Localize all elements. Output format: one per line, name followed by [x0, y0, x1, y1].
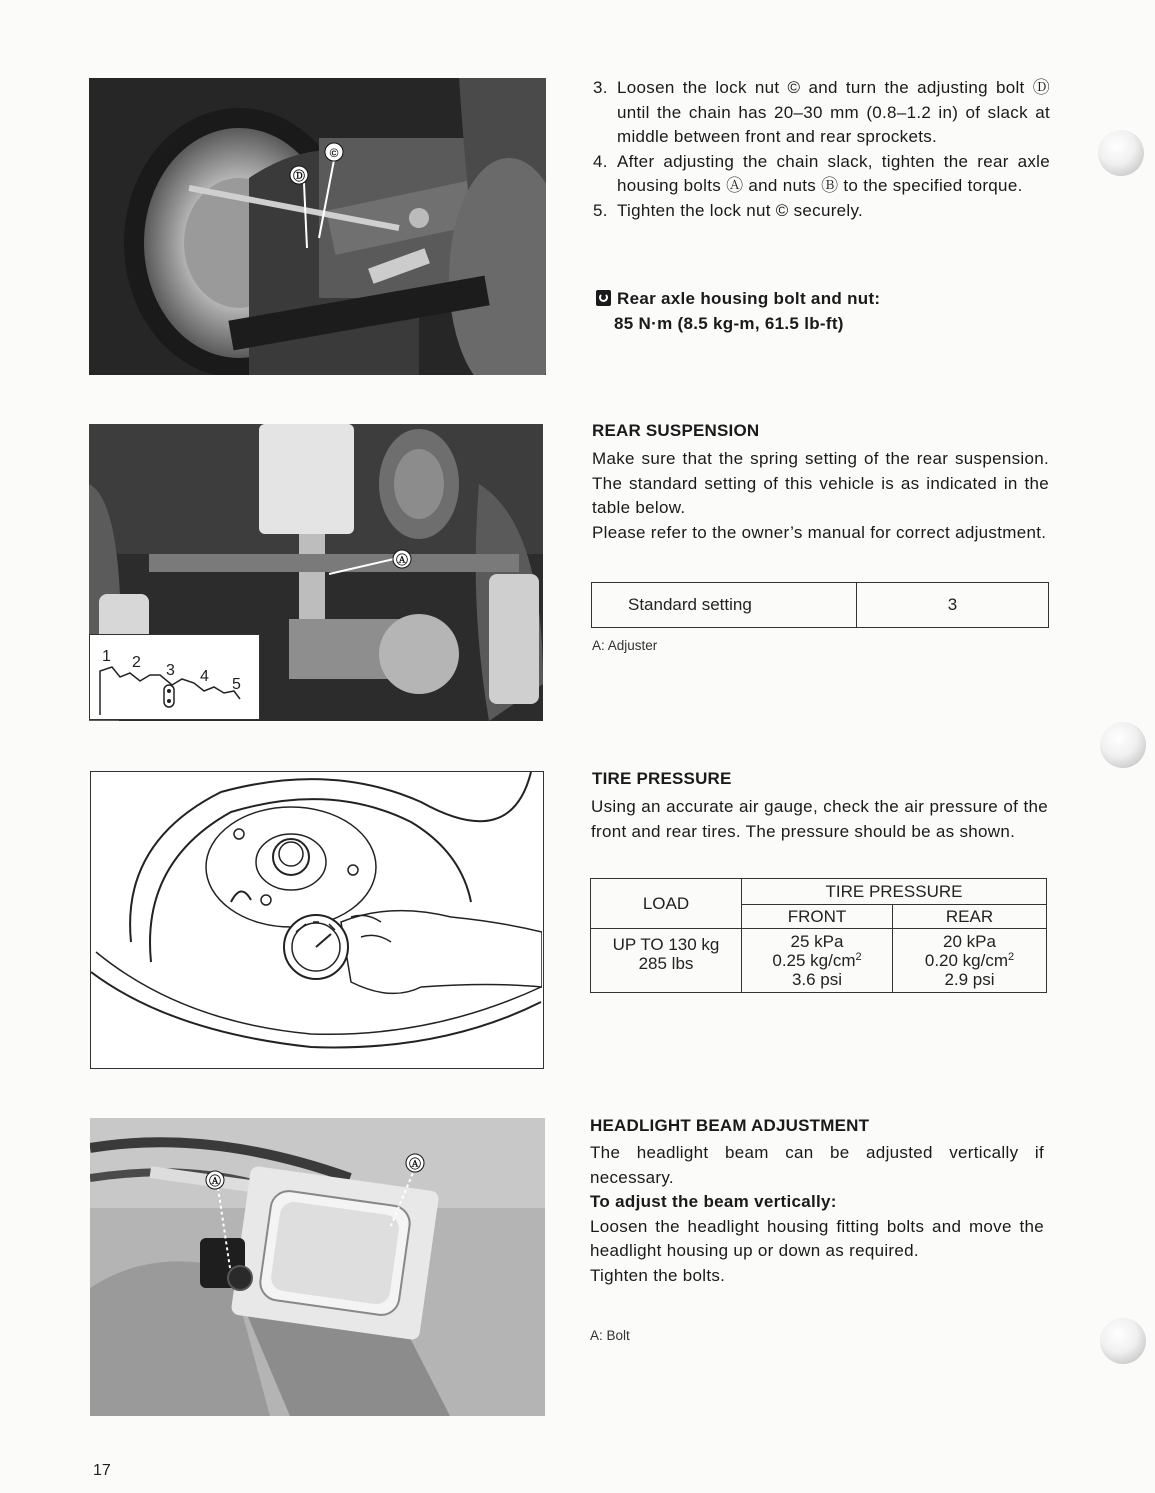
callout-a: Ⓐ: [395, 553, 409, 567]
standard-setting-label: Standard setting: [592, 583, 857, 628]
headlight-body-2: Loosen the headlight housing fitting bolts and move the headlight housing up or down as required.: [590, 1216, 1044, 1260]
callout-a-left: Ⓐ: [208, 1174, 222, 1188]
tire-pressure-table: [590, 878, 1047, 993]
step-5: 5. Tighten the lock nut © securely.: [593, 200, 864, 220]
inset-num-5: 5: [232, 676, 241, 693]
standard-setting-table: [591, 582, 1049, 628]
step-4: 4. After adjusting the chain slack, tighten the rear axle housing bolts Ⓐ and nuts Ⓑ to the specified torque.: [593, 151, 1050, 195]
rear-suspension-body: [592, 447, 1049, 545]
photo-headlight: [90, 1118, 545, 1416]
front-pressure-cell: 25 kPa 0.25 $kg/cm^2$ 3.6 psi: [742, 929, 893, 993]
standard-setting-value: 3: [857, 583, 1049, 628]
inset-num-4: 4: [200, 668, 209, 685]
rear-suspension-heading: REAR SUSPENSION: [592, 421, 760, 440]
tire-pressure-heading: TIRE PRESSURE: [592, 769, 732, 788]
torque-label: Rear axle housing bolt and nut:: [617, 289, 881, 308]
callout-d: Ⓓ: [292, 169, 306, 183]
headlight-heading: HEADLIGHT BEAM ADJUSTMENT: [590, 1116, 870, 1135]
spring-setting-inset: [89, 634, 260, 720]
torque-wrench-icon: [596, 290, 611, 306]
headlight-subheading: To adjust the beam vertically:: [590, 1192, 837, 1211]
callout-a-right: Ⓐ: [408, 1157, 422, 1171]
torque-value: 85 N·m (8.5 kg-m, 61.5 lb-ft): [614, 313, 844, 333]
punch-hole-bottom: [1100, 1318, 1146, 1364]
col-front: FRONT: [742, 905, 893, 929]
rear-pressure-cell: 20 kPa 0.20 $kg/cm^2$ 2.9 psi: [893, 929, 1047, 993]
col-rear: REAR: [893, 905, 1047, 929]
col-tire-pressure: TIRE PRESSURE: [742, 879, 1047, 905]
load-cell: UP TO 130 kg 285 lbs: [591, 929, 742, 993]
tire-pressure-body: Using an accurate air gauge, check the air pressure of the front and rear tires. The pressure should be as shown.: [591, 797, 1048, 841]
headlight-caption: A: Bolt: [590, 1328, 630, 1343]
callout-c: ©: [329, 146, 339, 160]
col-load: LOAD: [591, 879, 742, 929]
rear-suspension-body-2: Please refer to the owner’s manual for correct adjustment.: [592, 522, 1047, 542]
chain-adjustment-steps: [593, 76, 1050, 223]
inset-num-1: 1: [102, 648, 111, 665]
headlight-body-1: The headlight beam can be adjusted vertically if necessary.: [590, 1143, 1044, 1187]
headlight-body: [590, 1141, 1044, 1288]
torque-spec: [596, 287, 1056, 336]
rear-suspension-body-1: Make sure that the spring setting of the rear suspension. The standard setting of this vehicle is as indicated in the table below.: [592, 449, 1049, 517]
punch-hole-top: [1098, 130, 1144, 176]
tire-gauge-illustration: [90, 771, 544, 1069]
step-3: 3. Loosen the lock nut © and turn the adjusting bolt Ⓓ until the chain has 20–30 mm (0.8–1.2 in) of slack at middle between front and rear sprockets.: [593, 78, 1050, 146]
photo-chain-adjuster: [89, 78, 546, 375]
inset-num-2: 2: [132, 654, 141, 671]
punch-hole-middle: [1100, 722, 1146, 768]
rear-suspension-caption: A: Adjuster: [592, 638, 658, 653]
headlight-body-3: Tighten the bolts.: [590, 1265, 726, 1285]
inset-num-3: 3: [166, 662, 175, 679]
page-number: 17: [93, 1462, 111, 1479]
